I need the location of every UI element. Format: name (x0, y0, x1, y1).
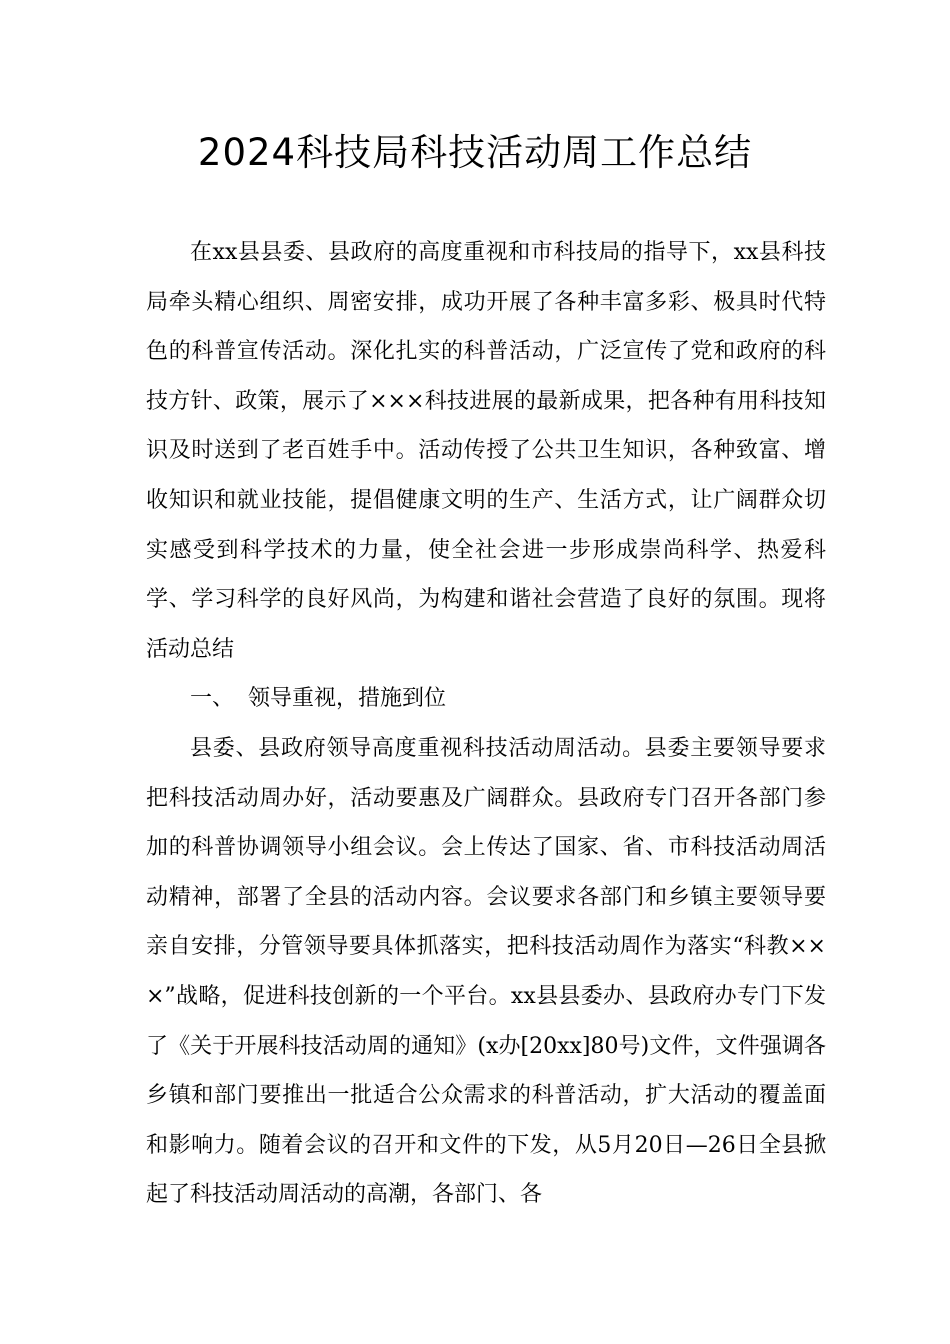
document-title: 2024科技局科技活动周工作总结 (197, 131, 753, 174)
section-paragraph: 县委、县政府领导高度重视科技活动周活动。县委主要领导要求把科技活动周办好，活动要惠及广阔群众。县政府专门召开各部门参加的科普协调领导小组会议。会上传达了国家、省、市科技活动周活动精神，部署了全县的活动内容。会议要求各部门和乡镇主要领导要亲自安排，分管领导要具体抓落实，把科技活动周作为落实“科教×××”战略，促进科技创新的一个平台。xx县县委办、县政府办专门下发了《关于开展科技活动周的通知》(x办[20xx]80号)文件，文件强调各乡镇和部门要推出一批适合公众需求的科普活动，扩大活动的覆盖面和影响力。随着会议的召开和文件的下发，从5月20日—26日全县掀起了科技活动周活动的高潮，各部门、各 (146, 735, 826, 1208)
document-body (146, 228, 826, 1220)
section-heading: 一、 领导重视，措施到位 (190, 686, 446, 712)
intro-paragraph: 在xx县县委、县政府的高度重视和市科技局的指导下，xx县科技局牵头精心组织、周密安排，成功开展了各种丰富多彩、极具时代特色的科普宣传活动。深化扎实的科普活动，广泛宣传了党和政府的科技方针、政策，展示了×××科技进展的最新成果，把各种有用科技知识及时送到了老百姓手中。活动传授了公共卫生知识，各种致富、增收知识和就业技能，提倡健康文明的生产、生活方式，让广阔群众切实感受到科学技术的力量，使全社会进一步形成崇尚科学、热爱科学、学习科学的良好风尚，为构建和谐社会营造了良好的氛围。现将活动总结 (146, 240, 826, 662)
